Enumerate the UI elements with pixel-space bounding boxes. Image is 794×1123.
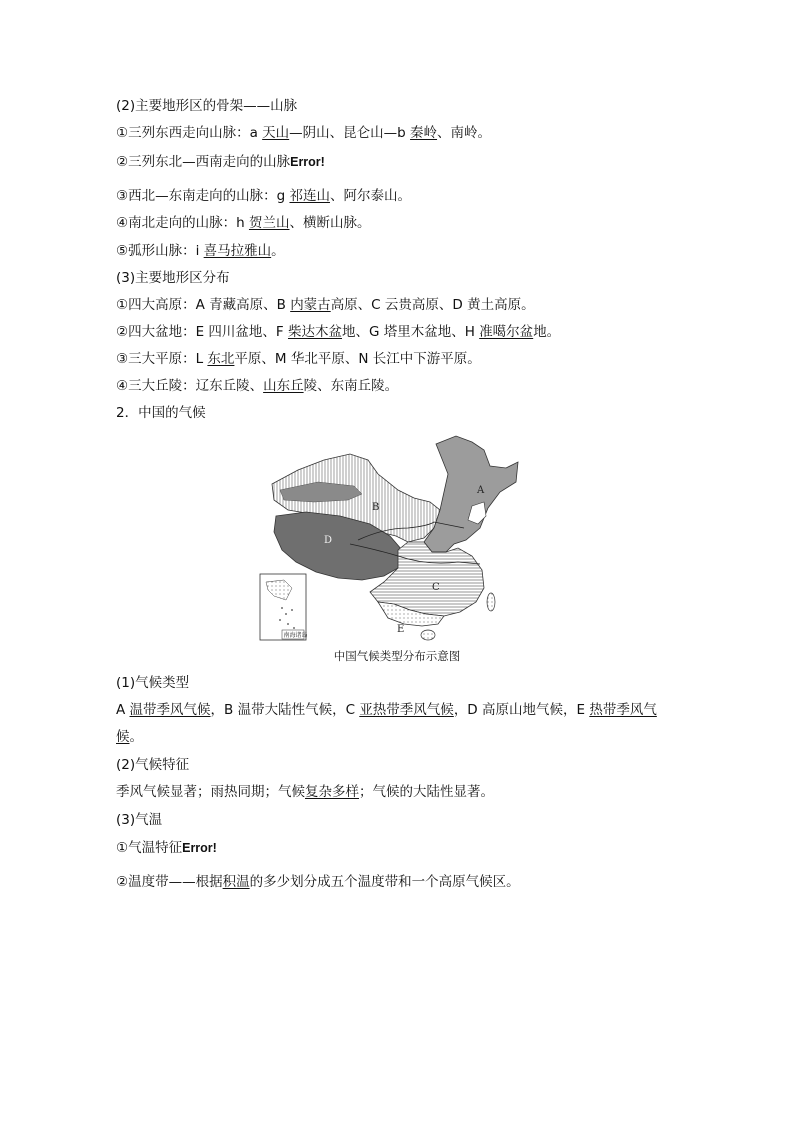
taiwan-island (487, 593, 495, 611)
map-caption: 中国气候类型分布示意图 (333, 649, 461, 663)
climate-map (258, 432, 520, 644)
heading-mountains: (2)主要地形区的骨架——山脉 (116, 98, 298, 114)
answer-tianshan: 天山 (262, 125, 290, 141)
text: 、阿尔泰山。 (329, 188, 411, 204)
heading-temperature: (3)气温 (116, 812, 163, 828)
section-climate-heading: 2．中国的气候 (116, 405, 206, 421)
text: ，D 高原山地气候，E (453, 702, 590, 718)
text: ，B 温带大陆性气候，C (210, 702, 360, 718)
error-text: Error! (182, 841, 217, 855)
answer-chaidamu: 柴达木盆 (287, 324, 342, 340)
text: 地、G 塔里木盆地、H (341, 324, 480, 340)
line-climate-features (116, 782, 494, 802)
line-nw-mountains (116, 186, 411, 206)
text: ②温度带——根据 (116, 874, 223, 890)
answer-himalaya: 喜马拉雅山 (203, 243, 272, 259)
region-a-temperate-monsoon (424, 436, 518, 552)
text: 高原、C 云贵高原、D 黄土高原。 (330, 297, 535, 313)
map-label-d: D (324, 535, 333, 546)
answer-qilian: 祁连山 (289, 188, 330, 204)
line-temperature-features (116, 838, 217, 858)
text: ①三列东西走向山脉：a (116, 125, 263, 141)
text: —阴山、昆仑山—b (289, 125, 411, 141)
heading-climate-features: (2)气候特征 (116, 757, 190, 773)
line-climate-types-2 (116, 727, 143, 747)
text: ②三列东北—西南走向的山脉 (116, 154, 291, 170)
hainan-island (421, 630, 435, 640)
text: 。 (129, 729, 143, 745)
heading-terrain-regions: (3)主要地形区分布 (116, 270, 230, 286)
text: 的多少划分成五个温度带和一个高原气候区。 (249, 874, 520, 890)
text: ①气温特征 (116, 840, 183, 856)
answer-temperate-monsoon: 温带季风气候 (129, 702, 211, 718)
text: 平原、M 华北平原、N 长江中下游平原。 (234, 351, 481, 367)
text: ①四大高原：A 青藏高原、B (116, 297, 291, 313)
inset-label: 南海诸岛 (283, 632, 308, 639)
text: 。 (271, 243, 285, 259)
answer-shandong: 山东丘 (263, 378, 304, 394)
answer-accumulated-temp: 积温 (222, 874, 250, 890)
line-ew-mountains (116, 123, 491, 143)
answer-dongbei: 东北 (207, 351, 235, 367)
answer-neimenggu: 内蒙古 (290, 297, 331, 313)
text: 、南岭。 (437, 125, 492, 141)
text: A (116, 702, 130, 718)
text: 地。 (533, 324, 561, 340)
answer-zhungeer: 准噶尔盆 (479, 324, 534, 340)
text: ⑤弧形山脉：i (116, 243, 204, 259)
line-temperature-zones (116, 872, 520, 892)
text: 、横断山脉。 (289, 215, 371, 231)
text: ③三大平原：L (116, 351, 208, 367)
heading-climate-types: (1)气候类型 (116, 675, 190, 691)
line-plateaus (116, 295, 535, 315)
error-text: Error! (290, 155, 325, 169)
answer-tropical-monsoon-cont: 候 (116, 729, 130, 745)
line-ne-mountains (116, 152, 325, 172)
line-climate-types-1 (116, 700, 657, 720)
text: 陵、东南丘陵。 (303, 378, 399, 394)
text: ④南北走向的山脉：h (116, 215, 249, 231)
answer-complex-diverse: 复杂多样 (305, 784, 359, 800)
map-label-e: E (397, 624, 405, 635)
answer-qinling: 秦岭 (410, 125, 438, 141)
map-label-b: B (372, 502, 380, 513)
map-label-a: A (477, 485, 485, 496)
text: ；气候的大陆性显著。 (359, 784, 494, 800)
text: 季风气候显著；雨热同期；气候 (116, 784, 305, 800)
answer-subtropical-monsoon: 亚热带季风气候 (359, 702, 454, 718)
line-ns-mountains (116, 213, 370, 233)
china-climate-map-svg (258, 432, 520, 644)
text: ④三大丘陵：辽东丘陵、 (116, 378, 264, 394)
line-arc-mountains (116, 241, 285, 261)
line-plains (116, 349, 481, 369)
text: ②四大盆地：E 四川盆地、F (116, 324, 288, 340)
line-hills (116, 376, 398, 396)
answer-tropical-monsoon: 热带季风气 (589, 702, 657, 718)
answer-helan: 贺兰山 (248, 215, 290, 231)
text: ③西北—东南走向的山脉：g (116, 188, 290, 204)
map-label-c: C (432, 582, 440, 593)
line-basins (116, 322, 560, 342)
